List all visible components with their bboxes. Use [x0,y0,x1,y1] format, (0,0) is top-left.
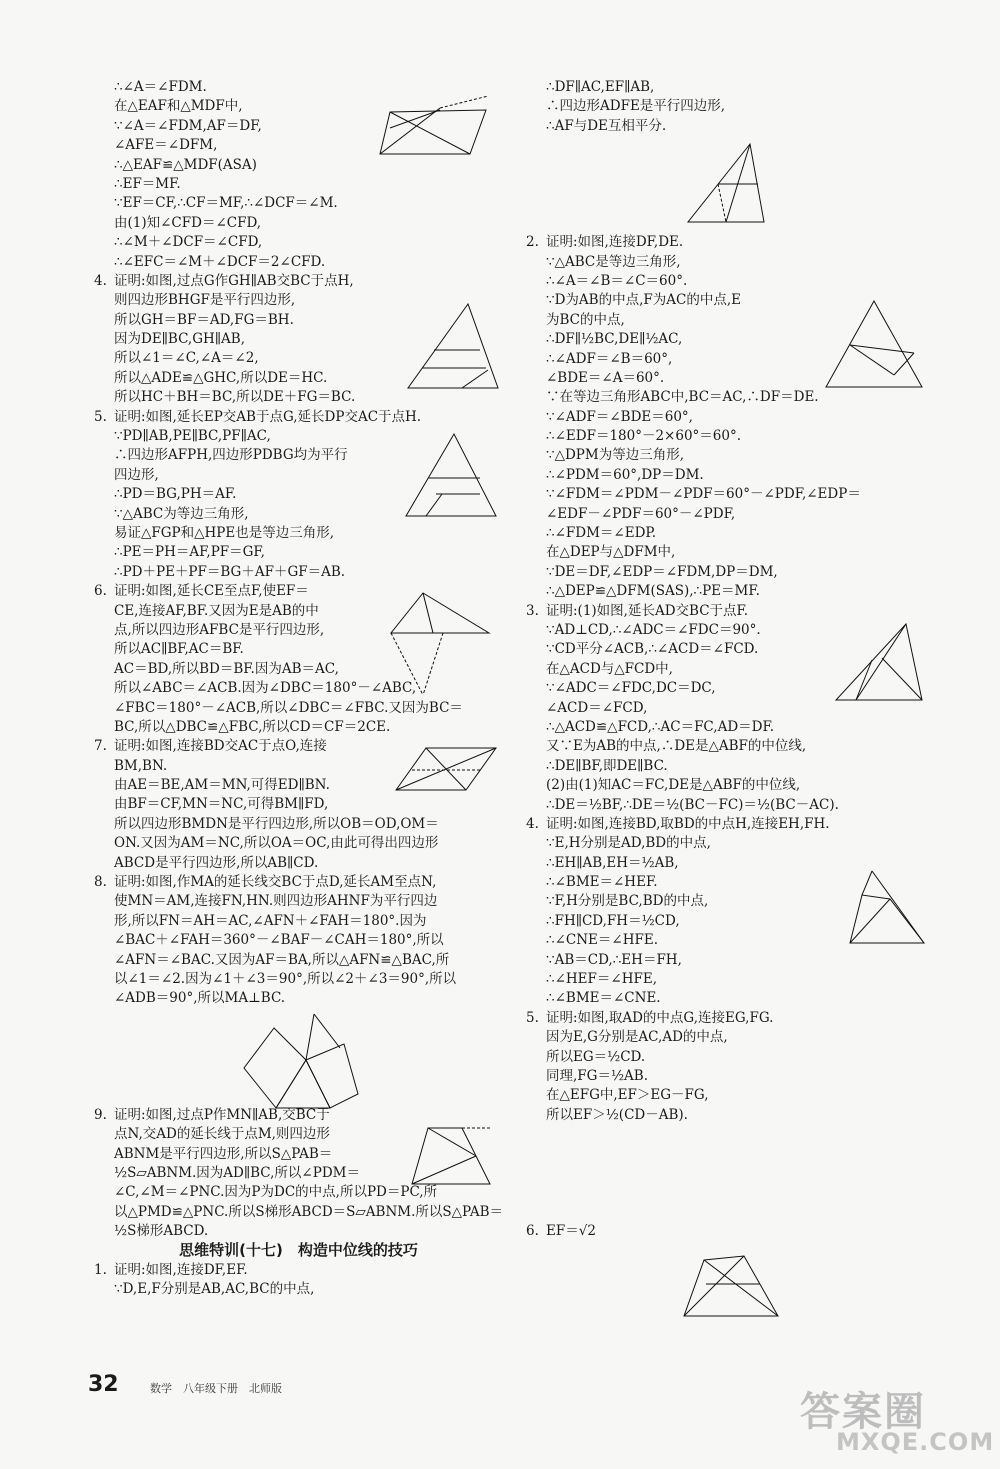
line-text: ∴∠BME＝∠CNE. [546,990,661,1007]
line-text: 形,所以FN＝AH＝AC,∠AFN＋∠FAH＝180°.因为 [114,912,427,929]
line-text: ON.又因为AM＝NC,所以OA＝OC,由此可得出四边形 [114,835,439,852]
text-line [96,854,501,873]
line-text: 所以EF＞½(CD－AB). [546,1106,688,1123]
line-text: 证明:(1)如图,延长AD交BC于点F. [546,602,749,619]
line-text: 由BF＝CF,MN＝NC,可得BM∥FD, [114,796,329,813]
line-text: ∠C,∠M＝∠PNC.因为P为DC的中点,所以PD＝PC,所 [114,1184,438,1201]
line-text: ∵D,E,F分别是AB,AC,BC的中点, [114,1281,315,1298]
text-line [96,175,501,194]
text-line [96,912,501,931]
line-text: 由AE＝BE,AM＝MN,可得ED∥BN. [114,777,330,794]
line-text: 证明:如图,作MA的延长线交BC于点D,延长AM至点N, [114,874,437,891]
watermark [800,1380,995,1460]
line-text: 易证△FGP和△HPE也是等边三角形, [114,524,335,541]
text-line [528,505,933,524]
line-text: ∴PD＝BG,PH＝AF. [114,486,237,503]
line-text: 所以∠ABC＝∠ACB.因为∠DBC＝180°－∠ABC, [114,680,417,697]
text-line [96,1203,504,1222]
line-text: 以△PMD≌△PNC.所以S梯形ABCD＝S▱ABNM.所以S△PAB＝ [114,1203,504,1220]
text-line [528,524,933,543]
line-text: ABNM是平行四边形,所以S△PAB＝ [114,1145,333,1162]
line-text: 所以△ADE≌△GHC,所以DE＝HC. [114,369,328,386]
problem-number: 4. [94,272,107,289]
line-text: AC＝BD,所以BD＝BF.因为AB＝AC, [114,660,339,677]
line-text: ½S▱ABNM.因为AD∥BC,所以∠PDM＝ [114,1164,360,1181]
figure-triangle-4 [400,298,505,396]
text-line [528,582,933,601]
text-line [528,78,933,97]
line-text: ∴EH∥AB,EH＝½AB, [546,854,679,871]
text-line [528,563,933,582]
line-text: ∴∠FDM＝∠EDP. [546,525,657,542]
text-line [528,272,933,291]
text-line [528,718,933,737]
figure-squares-8 [236,1008,366,1118]
text-line [96,718,501,737]
line-text: 证明:如图,连接BD交AC于点O,连接 [114,738,327,755]
text-line [528,485,933,504]
line-text: 证明:如图,过点G作GH∥AB交BC于点H, [114,272,354,289]
text-line [528,815,933,834]
line-text: 则四边形BHGF是平行四边形, [114,292,296,309]
text-line [528,466,933,485]
line-text: ∠FBC＝180°－∠ACB,所以∠DBC＝∠FBC.又因为BC＝ [114,699,463,716]
line-text: 为BC的中点, [546,311,625,328]
figure-triangle-t4 [840,865,935,955]
figure-triangle-t3 [828,618,928,708]
text-line [96,815,501,834]
line-text: ∴∠PDM＝60°,DP＝DM. [546,466,704,483]
line-text: ∵△DPM为等边三角形, [546,447,684,464]
text-line [96,951,501,970]
line-text: ∠AFN＝∠BAC.又因为AF＝BA,所以△AFN≌△BAC,所 [114,951,450,968]
line-text: 证明:如图,取AD的中点G,连接EG,FG. [546,1009,774,1026]
figure-trapezoid-9 [402,1118,502,1193]
line-text: ½S梯形ABCD. [114,1223,209,1240]
line-text: ∵CD平分∠ACB,∴∠ACD＝∠FCD. [546,641,759,658]
text-line [528,408,933,427]
line-text: 因为DE∥BC,GH∥AB, [114,331,245,348]
watermark-logo: 答案圈 [800,1389,926,1435]
problem-number: 3. [526,602,539,619]
line-text: ∠BAC＋∠FAH＝360°－∠BAF－∠CAH＝180°,所以 [114,932,444,949]
line-text: (2)由(1)知AC＝FC,DE是△ABF的中位线, [546,777,801,794]
problem-number: 6. [526,1223,539,1240]
problem-number: 4. [526,815,539,832]
text-line [528,446,933,465]
text-line [528,737,933,756]
line-text: ∵△ABC是等边三角形, [546,253,681,270]
text-line [528,796,933,815]
line-text: 所以GH＝BF＝AD,FG＝BH. [114,311,294,328]
text-line [96,1261,501,1280]
line-text: 同理,FG＝½AB. [546,1067,648,1084]
text-line [96,524,501,543]
line-text: BM,BN. [114,757,168,774]
line-text: ∴FH∥CD,FH＝½CD, [546,912,680,929]
line-text: ∵D为AB的中点,F为AC的中点,E [546,292,741,309]
line-text: ∵AB＝CD,∴EH＝FH, [546,951,682,968]
text-line [528,543,933,562]
line-text: ∵DE＝DF,∠EDP＝∠FDM,DP＝DM, [546,563,778,580]
line-text: EF＝√2 [546,1223,596,1240]
text-line [528,1009,933,1028]
line-text: ∴PD＋PE＋PF＝BG＋AF＋GF＝AB. [114,563,346,580]
line-text: ∵∠FDM＝∠PDM－∠PDF＝60°－∠PDF,∠EDP＝ [546,486,861,503]
line-text: ∴∠ADF＝∠B＝60°, [546,350,673,367]
line-text: 四边形, [114,466,159,483]
line-text: 因为E,G分别是AC,AD的中点, [546,1029,728,1046]
page-number: 32 [88,1372,119,1397]
text-line [528,776,933,795]
text-line [96,892,501,911]
text-line [96,873,501,892]
text-line [528,427,933,446]
text-line [96,272,501,291]
text-line [528,1106,933,1125]
problem-number: 8. [94,874,107,891]
text-line [528,1067,933,1086]
section-title: 思维特训(十七) 构造中位线的技巧 [179,1241,418,1260]
text-line [528,757,933,776]
problem-number: 5. [526,1009,539,1026]
line-text: ∵∠A＝∠FDM,AF＝DF, [114,117,262,134]
problem-number: 6. [94,583,107,600]
line-text: ∴△ACD≌△FCD,∴AC＝FC,AD＝DF. [546,718,775,735]
text-line [528,1028,933,1047]
line-text: 在△EAF和△MDF中, [114,98,243,115]
line-text: ∵∠ADC＝∠FDC,DC＝DC, [546,680,716,697]
line-text: ∴AF与DE互相平分. [546,117,667,134]
line-text: 所以EG＝½CD. [546,1048,646,1065]
line-text: BC,所以△DBC≌△FBC,所以CD＝CF＝2CE. [114,718,391,735]
line-text: 所以∠1＝∠C,∠A＝∠2, [114,350,259,367]
line-text: ∴PE＝PH＝AF,PF＝GF, [114,544,265,561]
figure-parallelogram-em [368,88,498,160]
text-line [96,543,501,562]
line-text: 所以四边形BMDN是平行四边形,所以OB＝OD,OM＝ [114,815,439,832]
problem-number: 1. [94,1261,107,1278]
text-line [96,1280,501,1299]
line-text: ∵PD∥AB,PE∥BC,PF∥AC, [114,428,271,445]
line-text: ∴DE＝½BF,∴DE＝½(BC－FC)＝½(BC－AC). [546,796,839,813]
line-text: ∴四边形ADFE是平行四边形, [546,98,726,115]
text-line [528,117,933,136]
line-text: 证明:如图,延长CE至点F,使EF＝ [114,583,309,600]
line-text: CE,连接AF,BF.又因为E是AB的中 [114,602,319,619]
line-text: ∴△EAF≌△MDF(ASA) [114,156,257,173]
problem-number: 5. [94,408,107,425]
text-line [96,989,501,1008]
line-text: 在△EFG中,EF＞EG－FG, [546,1087,709,1104]
figure-triangle-6 [383,585,498,703]
text-line [96,408,501,427]
line-text: ∴∠BME＝∠HEF. [546,874,658,891]
line-text: 由(1)知∠CFD＝∠CFD, [114,214,262,231]
line-text: ∴DF∥AC,EF∥AB, [546,79,655,95]
line-text: ∴∠EFC＝∠M＋∠DCF＝2∠CFD. [114,253,326,270]
text-line [528,970,933,989]
line-text: 又∵E为AB的中点,∴DE是△ABF的中位线, [546,738,807,755]
text-line [96,563,501,582]
text-line [528,1086,933,1105]
line-text: ∵∠ADF＝∠BDE＝60°, [546,408,693,425]
line-text: ∴∠HEF＝∠HFE, [546,971,657,988]
problem-number: 7. [94,738,107,755]
line-text: 证明:如图,连接DF,EF. [114,1261,248,1278]
line-text: ∴∠CNE＝∠HFE. [546,932,658,949]
line-text: ∴∠M＋∠DCF＝∠CFD, [114,234,263,251]
line-text: ABCD是平行四边形,所以AB∥CD. [114,854,319,871]
line-text: ∵在等边三角形ABC中,BC＝AC,∴DF＝DE. [546,389,819,406]
line-text: ∴△DEP≌△DFM(SAS),∴PE＝MF. [546,583,760,600]
text-line [96,834,501,853]
line-text: ∵AD⊥CD,∴∠ADC＝∠FDC＝90°. [546,621,761,638]
text-line [528,1048,933,1067]
text-line [528,253,933,272]
footer-subtitle: 数学 八年级下册 北师版 [150,1382,282,1395]
line-text: ∠ACD＝∠FCD, [546,699,648,716]
line-text: 证明:如图,连接DF,DE. [546,234,684,251]
line-text: 点N,交AD的延长线于点M,则四边形 [114,1126,330,1143]
text-line [528,1222,933,1241]
line-text: 在△ACD与△FCD中, [546,660,673,677]
line-text: ∴DE∥BF,即DE∥BC. [546,757,668,774]
line-text: ∵△ABC为等边三角形, [114,505,249,522]
line-text: ∵EF＝CF,∴CF＝MF,∴∠DCF＝∠M. [114,195,338,212]
text-line [96,233,501,252]
line-text: ∴四边形AFPH,四边形PDBG均为平行 [114,447,348,464]
line-text: ∠ADB＝90°,所以MA⊥BC. [114,990,286,1007]
text-line [96,214,501,233]
line-text: 以∠1＝∠2.因为∠1＋∠3＝90°,所以∠2＋∠3＝90°,所以 [114,970,457,987]
line-text: 点,所以四边形AFBC是平行四边形, [114,621,325,638]
line-text: ∠AFE＝∠DFM, [114,137,218,154]
line-text: 证明:如图,延长EP交AB于点G,延长DP交AC于点H. [114,408,422,425]
line-text: 使MN＝AM,连接FN,HN.则四边形AHNF为平行四边 [114,893,438,910]
line-text: 证明:如图,连接BD,取BD的中点H,连接EH,FH. [546,815,830,832]
text-line [96,1222,501,1241]
line-text: ∴EF＝MF. [114,175,181,192]
text-line [528,233,933,252]
figure-triangle-t1 [680,138,775,230]
line-text: 所以HC＋BH＝BC,所以DE＋FG＝BC. [114,389,356,406]
figure-gap [528,1125,933,1222]
problem-number: 2. [526,234,539,251]
line-text: ∴DF∥½BC,DE∥½AC, [546,331,683,348]
line-text: 证明:如图,过点P作MN∥AB,交BC于 [114,1106,330,1123]
line-text: ∵F,H分别是BC,BD的中点, [546,893,709,910]
text-line [528,834,933,853]
figure-triangle-t2 [818,295,930,395]
line-text: 所以AC∥BF,AC＝BF. [114,641,244,658]
line-text: ∴∠A＝∠B＝∠C＝60°. [546,272,688,289]
line-text: ∠EDF－∠PDF＝60°－∠PDF, [546,505,736,522]
line-text: ∴∠EDF＝180°－2×60°＝60°. [546,428,742,445]
text-line [96,931,501,950]
text-line [96,194,501,213]
text-line [528,97,933,116]
text-line [96,970,501,989]
line-text: ∠BDE＝∠A＝60°. [546,369,665,386]
text-line [96,253,501,272]
figure-quad-t5 [676,1250,784,1326]
figure-triangle-5 [398,428,503,526]
text-line [528,989,933,1008]
line-text: ∵E,H分别是AD,BD的中点, [546,835,711,852]
problem-number: 9. [94,1106,107,1123]
figure-parallelogram-7 [388,742,503,800]
line-text: ∴∠A＝∠FDM. [114,79,207,95]
watermark-site: MXQE.COM [836,1428,995,1456]
line-text: 在△DEP与△DFM中, [546,544,676,561]
